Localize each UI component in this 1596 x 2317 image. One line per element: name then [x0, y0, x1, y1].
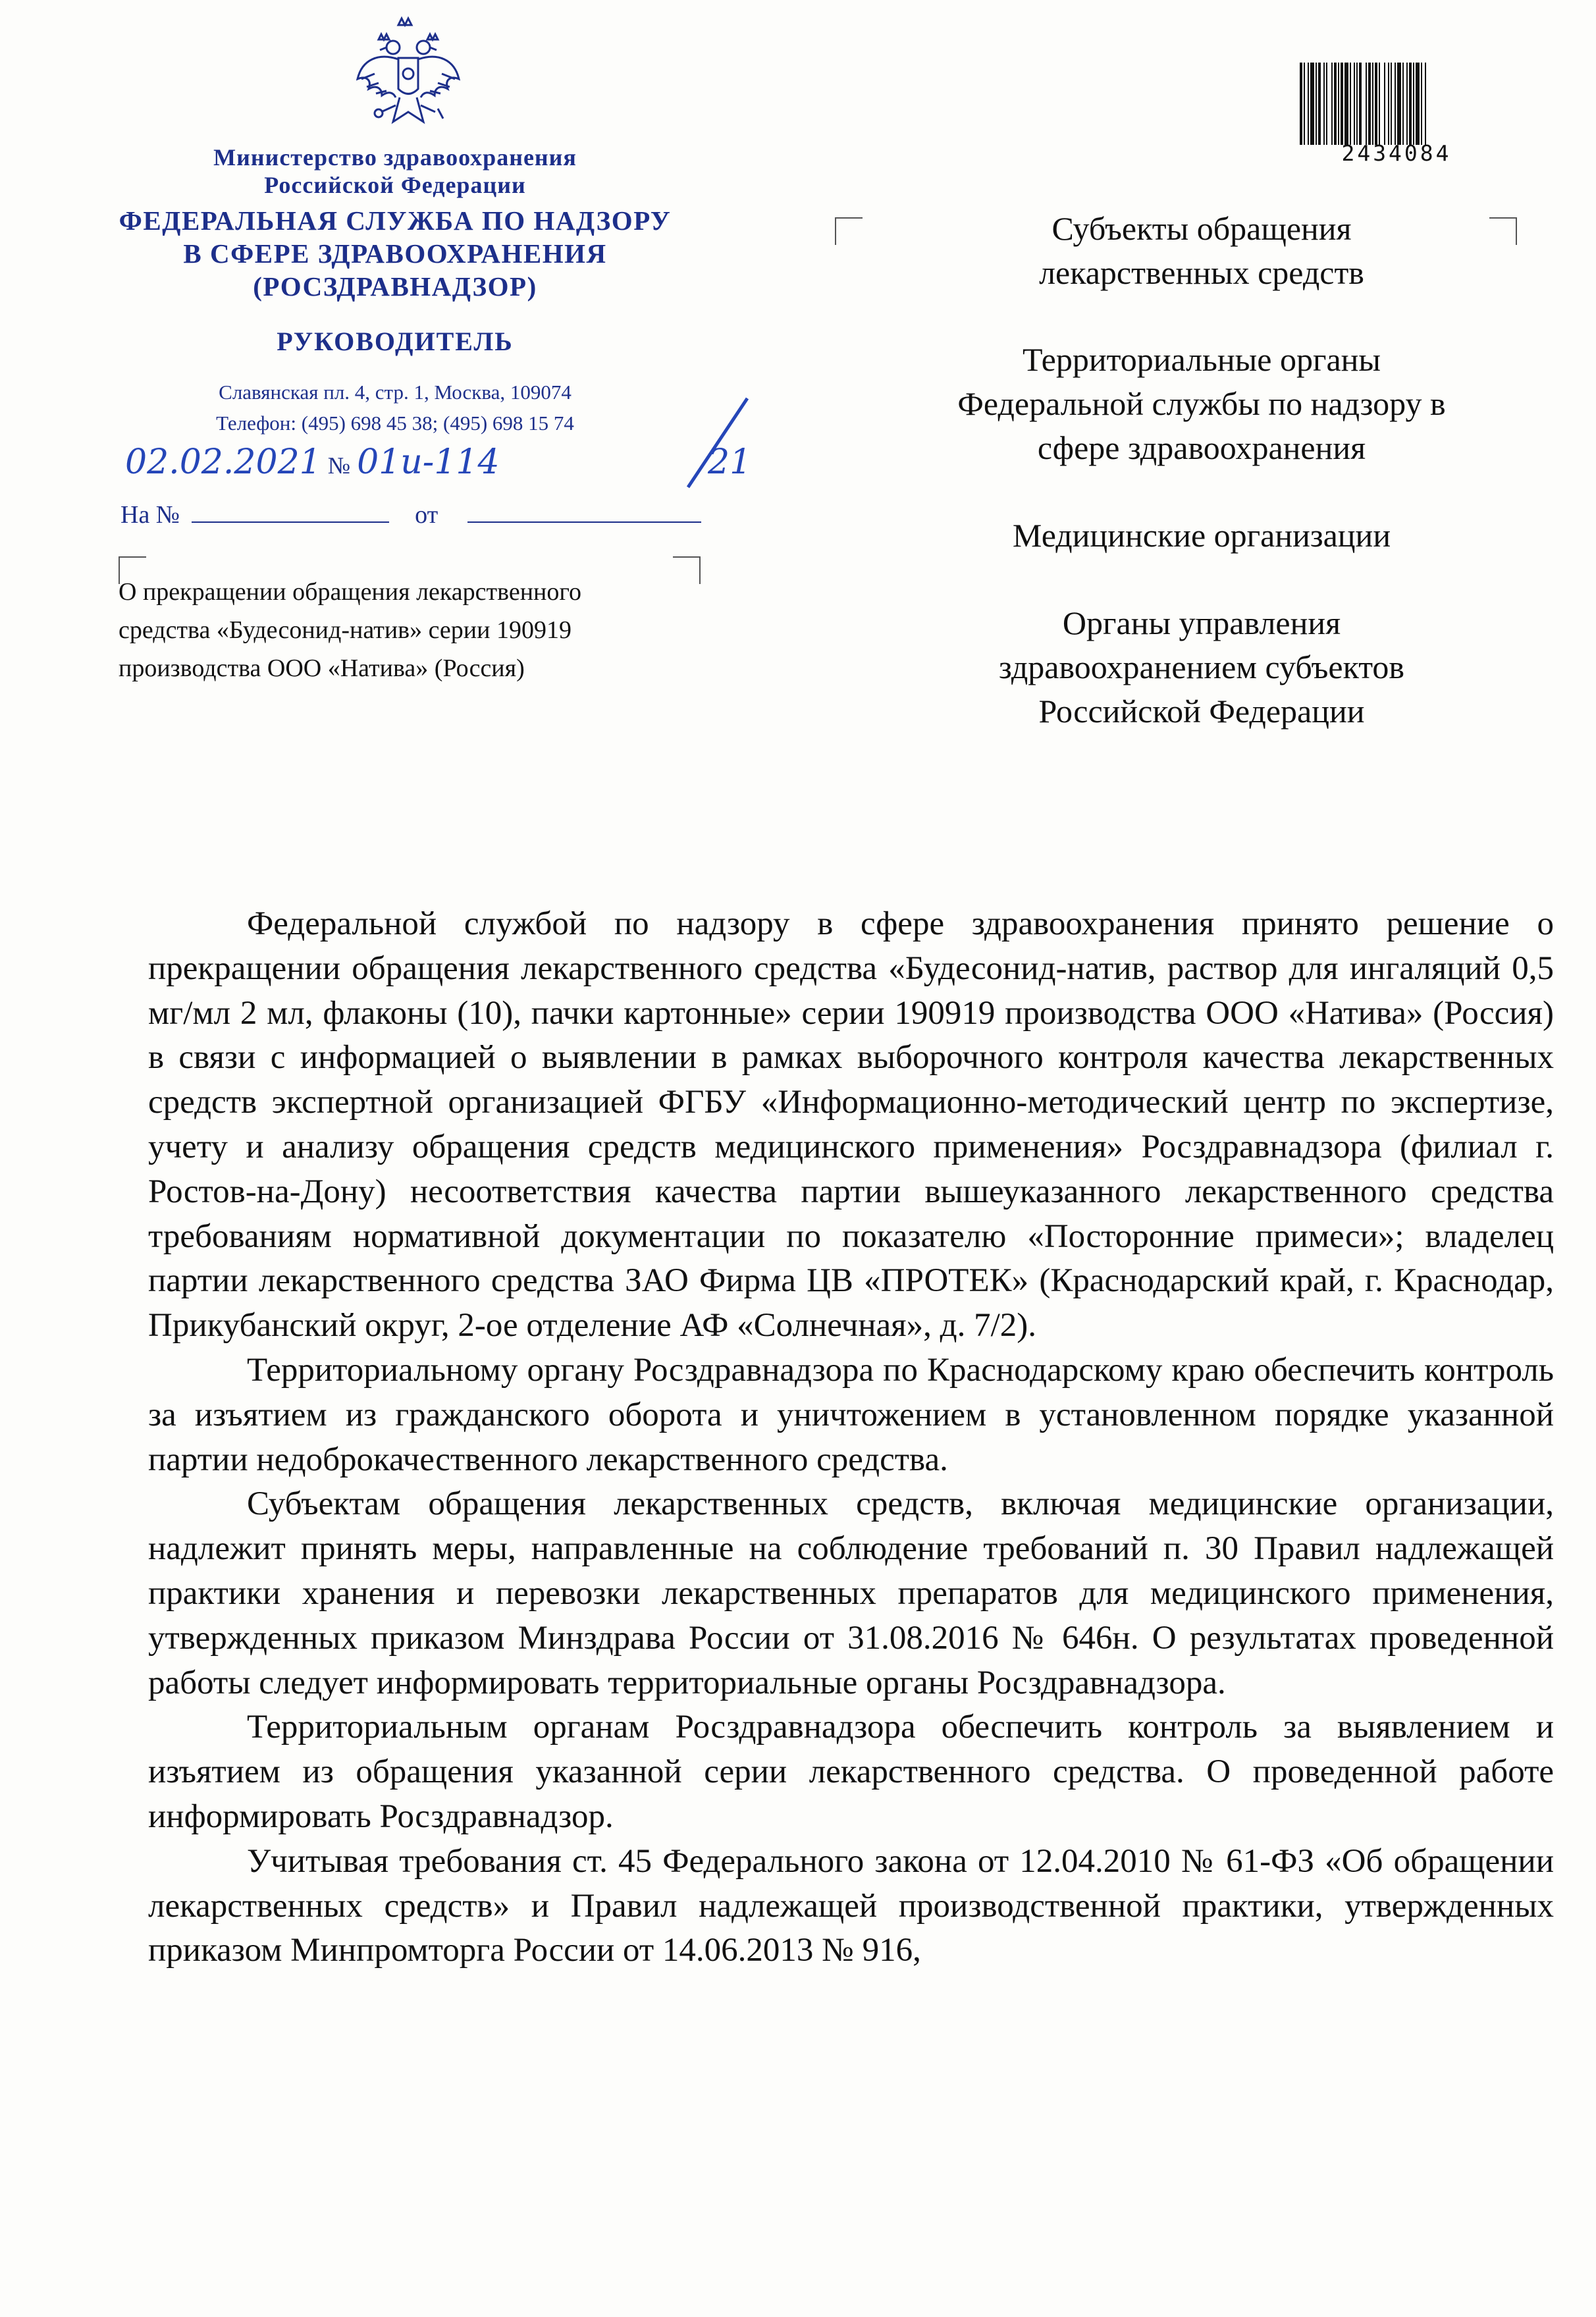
barcode-bar	[1366, 63, 1367, 145]
barcode-bar	[1326, 63, 1327, 145]
barcode-bar	[1397, 63, 1401, 145]
barcode-bar	[1331, 63, 1333, 145]
barcode-bar	[1413, 63, 1414, 145]
contact-block	[99, 377, 691, 439]
barcode-bar	[1406, 63, 1408, 145]
barcode-bar	[1323, 63, 1325, 145]
recipient-group-1	[869, 207, 1534, 295]
barcode-bar	[1300, 63, 1302, 145]
outgoing-date-number	[125, 442, 500, 482]
barcode-bar	[1304, 63, 1305, 145]
body-paragraph-4: Территориальным органам Росздравнадзора обеспечить контроль за выявлением и изъятием из обращения указанной серии лекарственного средства. О проведенной работе информировать Росздравнадзор.	[148, 1709, 1554, 1835]
ministry-name	[99, 144, 691, 199]
russian-coat-of-arms-icon	[352, 13, 464, 135]
service-line-2: В СФЕРЕ ЗДРАВООХРАНЕНИЯ	[183, 238, 607, 269]
barcode-bar	[1388, 63, 1389, 145]
barcode-bar	[1416, 63, 1420, 145]
address: Славянская пл. 4, стр. 1, Москва, 109074	[219, 381, 572, 404]
recipient-group-4	[869, 601, 1534, 733]
barcode-bar	[1384, 63, 1385, 145]
recipient-1-line-2: лекарственных средств	[1039, 254, 1364, 291]
outgoing-number: 01и-114	[357, 442, 500, 482]
body-paragraph-5: Учитывая требования ст. 45 Федерального закона от 12.04.2010 № 61-ФЗ «Об обращении лекарственных средств» и Правил надлежащей производственной практики, утвержденных приказом Минпромторга России от 14.06.2013 № 916,	[148, 1842, 1554, 1969]
recipient-2-line-2: Федеральной службы по надзору в	[957, 385, 1446, 422]
barcode-bar	[1334, 63, 1337, 145]
recipient-group-2	[869, 338, 1534, 470]
barcode-bar	[1344, 63, 1348, 145]
barcode-bar	[1341, 63, 1343, 145]
body-paragraph-2: Территориальному органу Росздравнадзора по Краснодарскому краю обеспечить контроль за изъятием из гражданского оборота и уничтожением в установленном порядке указанной партии недоброкачественного лекарственного средства.	[148, 1351, 1554, 1478]
outgoing-date: 02.02.2021	[125, 442, 321, 482]
barcode-bar	[1409, 63, 1412, 145]
barcode-bar	[1391, 63, 1392, 145]
barcode-bar	[1421, 63, 1422, 145]
body-paragraph-1: Федеральной службой по надзору в сфере здравоохранения принято решение о прекращении обращения лекарственного средства «Будесонид-натив, раствор для ингаляций 0,5 мг/мл 2 мл, флаконы (10), пачки картонные» серии 190919 производства ООО «Натива» (Россия) в связи с информацией о выявлении в рамках выборочного контроля качества лекарственных средств экспертной организацией ФГБУ «Информационно-методический центр по экспертизе, учету и анализу обращения средств медицинского применения» Росздравнадзора (филиал г. Ростов-на-Дону) несоответствия качества партии вышеуказанного лекарственного средства требованиям нормативной документации по показателю «Посторонние примеси»; владелец партии лекарственного средства ЗАО Фирма ЦВ «ПРОТЕК» (Краснодарский край, г. Краснодар, Прикубанский округ, 2-ое отделение АФ «Солнечная», д. 7/2).	[148, 905, 1554, 1345]
body-paragraph-3: Субъектам обращения лекарственных средств, включая медицинские организации, надлежит принять меры, направленные на соблюдение требований п. 30 Правил надлежащей практики хранения и перевозки лекарственных препаратов для медицинского применения, утвержденных приказом Минздрава России от 31.08.2016 № 646н. О результатах проведенной работы следует информировать территориальные органы Росздравнадзора.	[148, 1485, 1554, 1701]
barcode-bar	[1395, 63, 1396, 145]
barcode-bar	[1375, 63, 1377, 145]
subject-line-1: О прекращении обращения лекарственного	[119, 578, 582, 606]
barcode-bar	[1350, 63, 1351, 145]
reference-number-blank	[192, 521, 389, 523]
barcode-bar	[1368, 63, 1371, 145]
barcode-bar	[1359, 63, 1362, 145]
barcode-bar	[1372, 63, 1373, 145]
reference-number-label: На №	[120, 501, 180, 529]
recipient-4-line-3: Российской Федерации	[1038, 693, 1365, 730]
recipient-4-line-2: здравоохранением субъектов	[998, 649, 1405, 685]
subject-line-2: средства «Будесонид-натив» серии 190919	[119, 616, 572, 644]
barcode-bar	[1308, 63, 1309, 145]
recipient-2-line-1: Территориальные органы	[1022, 341, 1381, 378]
service-line-1: ФЕДЕРАЛЬНАЯ СЛУЖБА ПО НАДЗОРУ	[119, 205, 672, 236]
recipient-1-line-1: Субъекты обращения	[1051, 210, 1352, 247]
ministry-line-2: Российской Федерации	[264, 172, 526, 198]
reference-date-blank	[467, 521, 701, 523]
recipient-2-line-3: сфере здравоохранения	[1037, 429, 1366, 466]
reference-line	[120, 500, 701, 529]
position-title: РУКОВОДИТЕЛЬ	[277, 327, 514, 356]
letter-body	[148, 902, 1554, 1973]
recipient-group-3	[869, 514, 1534, 558]
barcode-bar	[1354, 63, 1355, 145]
barcode-bar	[1316, 63, 1317, 145]
barcode-bar	[1379, 63, 1380, 145]
outgoing-year-suffix: 21	[708, 442, 752, 482]
reference-date-label: от	[415, 501, 439, 529]
barcode-number: 2434084	[1341, 140, 1452, 166]
barcode-bar	[1310, 63, 1314, 145]
barcode-bar	[1425, 63, 1426, 145]
barcode-bar	[1318, 63, 1321, 145]
number-sign: №	[327, 452, 351, 479]
barcode-bar	[1356, 63, 1358, 145]
barcode	[1298, 63, 1495, 145]
service-line-3: (РОСЗДРАВНАДЗОР)	[253, 271, 537, 302]
recipient-4-line-1: Органы управления	[1062, 604, 1341, 641]
letter-subject	[119, 573, 698, 687]
recipient-3-line-1: Медицинские организации	[1012, 517, 1391, 554]
barcode-bar	[1338, 63, 1339, 145]
ministry-line-1: Министерство здравоохранения	[213, 144, 577, 171]
subject-line-3: производства ООО «Натива» (Россия)	[119, 654, 525, 682]
service-name	[99, 204, 691, 303]
barcode-bar	[1402, 63, 1404, 145]
phone: Телефон: (495) 698 45 38; (495) 698 15 74	[216, 412, 574, 435]
recipient-corner-top-left	[835, 217, 863, 245]
